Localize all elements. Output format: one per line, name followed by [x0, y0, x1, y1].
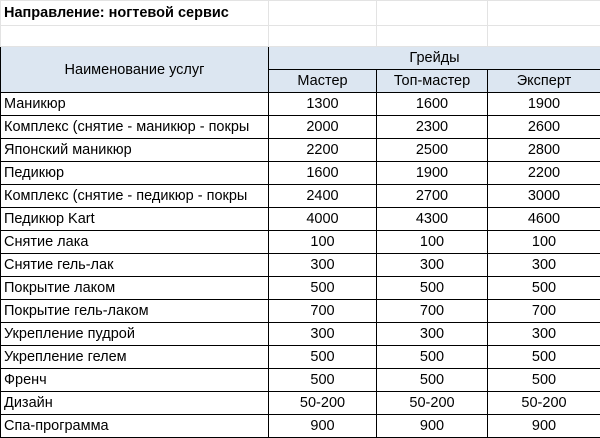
- price-top-master-cell[interactable]: 700: [377, 300, 488, 323]
- price-top-master-cell[interactable]: 500: [377, 277, 488, 300]
- price-top-master-cell[interactable]: 500: [377, 369, 488, 392]
- service-name-cell[interactable]: Снятие гель-лак: [1, 254, 269, 277]
- table-row: [1, 369, 600, 392]
- service-name-cell[interactable]: Педикюр: [1, 162, 269, 185]
- price-master-cell[interactable]: 500: [269, 369, 377, 392]
- price-expert-cell[interactable]: 2800: [488, 139, 600, 162]
- price-expert-cell[interactable]: 500: [488, 346, 600, 369]
- table-row: [1, 254, 600, 277]
- service-name-cell[interactable]: Комплекс (снятие - маникюр - покры: [1, 116, 269, 139]
- service-column-header[interactable]: Наименование услуг: [1, 47, 269, 93]
- price-master-cell[interactable]: 900: [269, 415, 377, 438]
- grades-group-header[interactable]: Грейды: [269, 47, 600, 70]
- service-name-cell[interactable]: Педикюр Kart: [1, 208, 269, 231]
- price-master-cell[interactable]: 2000: [269, 116, 377, 139]
- service-name-cell[interactable]: Покрытие гель-лаком: [1, 300, 269, 323]
- service-name-cell[interactable]: Японский маникюр: [1, 139, 269, 162]
- table-row: [1, 231, 600, 254]
- price-master-cell[interactable]: 2400: [269, 185, 377, 208]
- price-expert-cell[interactable]: 300: [488, 323, 600, 346]
- price-expert-cell[interactable]: 900: [488, 415, 600, 438]
- grade-header-master[interactable]: Мастер: [269, 70, 377, 93]
- service-name-cell[interactable]: Маникюр: [1, 93, 269, 116]
- price-master-cell[interactable]: 4000: [269, 208, 377, 231]
- price-top-master-cell[interactable]: 900: [377, 415, 488, 438]
- service-name-cell[interactable]: Покрытие лаком: [1, 277, 269, 300]
- price-expert-cell[interactable]: 50-200: [488, 392, 600, 415]
- table-row: [1, 93, 600, 116]
- empty-cell[interactable]: [488, 1, 600, 26]
- price-expert-cell[interactable]: 3000: [488, 185, 600, 208]
- blank-row: [1, 26, 600, 47]
- empty-cell[interactable]: [377, 26, 488, 47]
- price-master-cell[interactable]: 1600: [269, 162, 377, 185]
- table-row: [1, 185, 600, 208]
- price-top-master-cell[interactable]: 4300: [377, 208, 488, 231]
- table-row: [1, 323, 600, 346]
- price-master-cell[interactable]: 50-200: [269, 392, 377, 415]
- price-expert-cell[interactable]: 500: [488, 369, 600, 392]
- header-row-group: [1, 47, 600, 70]
- price-master-cell[interactable]: 100: [269, 231, 377, 254]
- service-name-cell[interactable]: Комплекс (снятие - педикюр - покры: [1, 185, 269, 208]
- price-expert-cell[interactable]: 2600: [488, 116, 600, 139]
- price-expert-cell[interactable]: 700: [488, 300, 600, 323]
- price-expert-cell[interactable]: 1900: [488, 93, 600, 116]
- price-expert-cell[interactable]: 300: [488, 254, 600, 277]
- table-row: [1, 116, 600, 139]
- table-row: [1, 346, 600, 369]
- price-master-cell[interactable]: 2200: [269, 139, 377, 162]
- title-row: [1, 1, 600, 26]
- price-top-master-cell[interactable]: 1900: [377, 162, 488, 185]
- price-expert-cell[interactable]: 100: [488, 231, 600, 254]
- price-top-master-cell[interactable]: 2500: [377, 139, 488, 162]
- price-top-master-cell[interactable]: 50-200: [377, 392, 488, 415]
- service-name-cell[interactable]: Френч: [1, 369, 269, 392]
- price-master-cell[interactable]: 300: [269, 323, 377, 346]
- price-top-master-cell[interactable]: 100: [377, 231, 488, 254]
- service-name-cell[interactable]: Укрепление пудрой: [1, 323, 269, 346]
- empty-cell[interactable]: [488, 26, 600, 47]
- table-row: [1, 208, 600, 231]
- empty-cell[interactable]: [1, 26, 269, 47]
- table-row: [1, 277, 600, 300]
- price-top-master-cell[interactable]: 2700: [377, 185, 488, 208]
- table-row: [1, 415, 600, 438]
- price-top-master-cell[interactable]: 300: [377, 254, 488, 277]
- service-name-cell[interactable]: Дизайн: [1, 392, 269, 415]
- price-top-master-cell[interactable]: 500: [377, 346, 488, 369]
- table-row: [1, 162, 600, 185]
- price-top-master-cell[interactable]: 1600: [377, 93, 488, 116]
- price-master-cell[interactable]: 500: [269, 346, 377, 369]
- service-name-cell[interactable]: Снятие лака: [1, 231, 269, 254]
- price-expert-cell[interactable]: 2200: [488, 162, 600, 185]
- price-top-master-cell[interactable]: 300: [377, 323, 488, 346]
- price-top-master-cell[interactable]: 2300: [377, 116, 488, 139]
- table-row: [1, 392, 600, 415]
- empty-cell[interactable]: [269, 1, 377, 26]
- empty-cell[interactable]: [269, 26, 377, 47]
- service-name-cell[interactable]: Спа-программа: [1, 415, 269, 438]
- grade-header-expert[interactable]: Эксперт: [488, 70, 600, 93]
- price-master-cell[interactable]: 1300: [269, 93, 377, 116]
- price-master-cell[interactable]: 300: [269, 254, 377, 277]
- table-row: [1, 300, 600, 323]
- price-master-cell[interactable]: 700: [269, 300, 377, 323]
- price-expert-cell[interactable]: 4600: [488, 208, 600, 231]
- price-master-cell[interactable]: 500: [269, 277, 377, 300]
- service-name-cell[interactable]: Укрепление гелем: [1, 346, 269, 369]
- grade-header-top-master[interactable]: Топ-мастер: [377, 70, 488, 93]
- price-expert-cell[interactable]: 500: [488, 277, 600, 300]
- sheet-title[interactable]: Направление: ногтевой сервис: [1, 1, 269, 26]
- empty-cell[interactable]: [377, 1, 488, 26]
- table-row: [1, 139, 600, 162]
